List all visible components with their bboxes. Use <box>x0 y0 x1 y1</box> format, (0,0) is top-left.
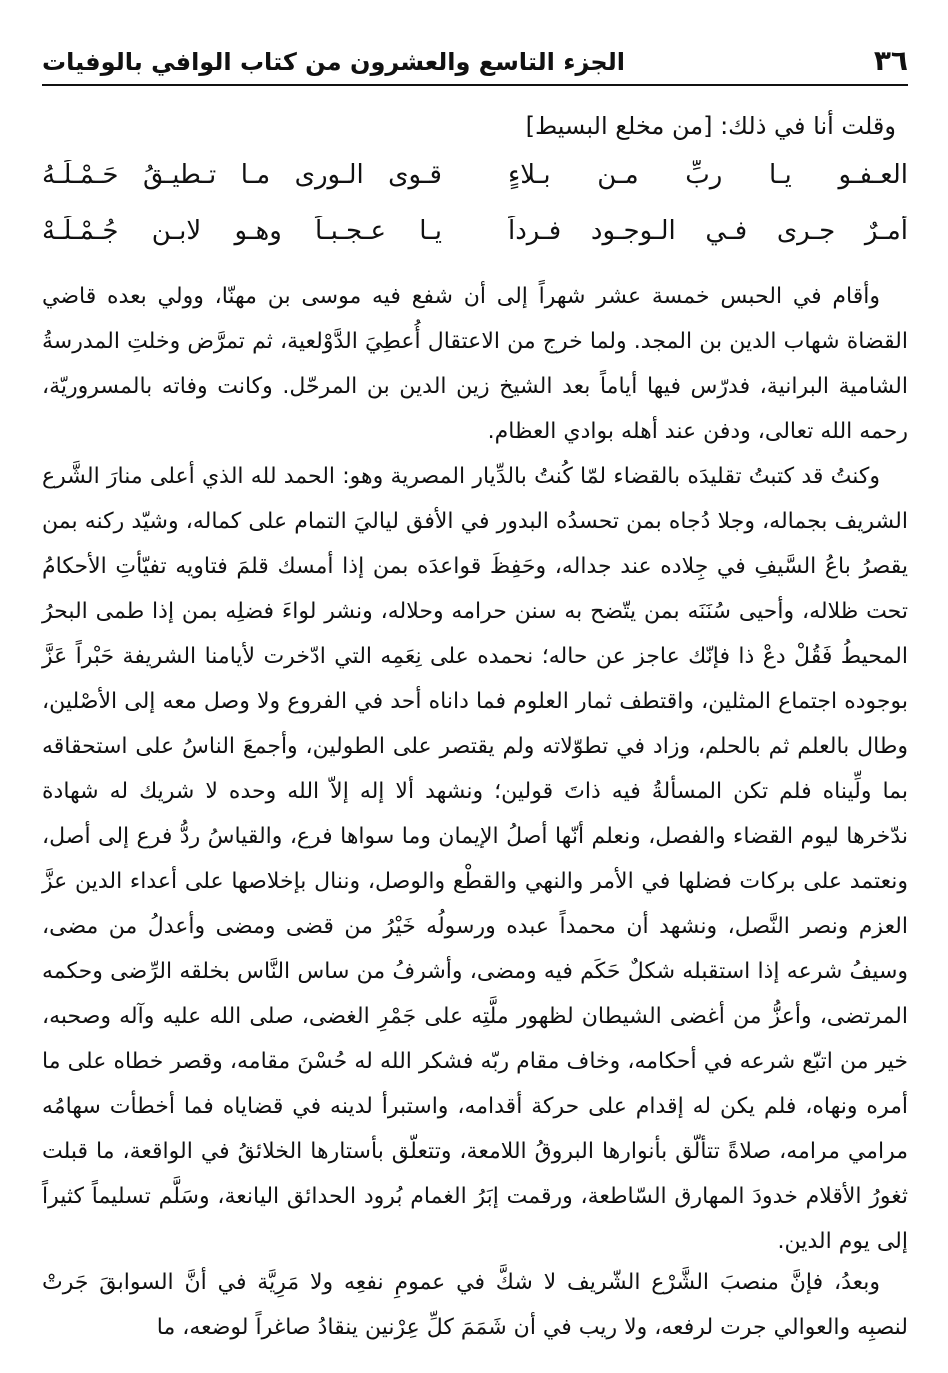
book-page <box>42 28 908 1358</box>
page-number: ٣٦ <box>873 44 908 77</box>
poem-intro: وقلت أنا في ذلك: [من مخلع البسيط] <box>525 112 896 140</box>
verse-second-hemistich: يـا عـجـبـاً وهـو لابـن جُـمْـلَـهْ <box>42 216 442 246</box>
poem-verse <box>42 160 908 204</box>
verse-first-hemistich: أمـرٌ جـرى فـي الـوجـود فـرداً <box>508 216 908 246</box>
verse-first-hemistich: العـفـو يـا ربِّ مـن بـلاءٍ <box>508 160 908 190</box>
appointment-decree-paragraph: وكنتُ قد كتبتُ تقليدَه بالقضاء لمّا كُنتُ بالدِّيار المصرية وهو: الحمد لله الذي أعلى منارَ الشَّرع الشريف بجماله، وجلا دُجاه بمن تحسدُه البدور في الأفق لياليَ التمام على كماله، وشيّد ركنه بمن يقصرُ باعُ السَّيفِ في جِلاده عند جداله، وحَفِظَ قواعدَه بمن إذا أمسك قلمَ فتاويه تفيّأتِ الأحكامُ تحت ظلاله، وأحيى سُنَنَه بمن يتّضح به سنن حرامه وحلاله، ونشر لواءَ فضلِه بمن إذا طمى البحرُ المحيطُ فَقُلْ دعْ ذا فإنّك عاجز عن حاله؛ نحمده على نِعَمِه التي ادّخرت لأيامنا الشريفة حَبْراً عَزَّ بوجوده اجتماع المثلين، واقتطف ثمار العلوم فما داناه أحد في الفروع ولا وصل معه إلى الأصْلين، وطال بالعلم ثم بالحلم، وزاد في تطوّلاته ولم يقتصر على الطولين، وأجمعَ الناسُ على استحقاقه بما ولِّيناه فلم تكن المسألةُ فيه ذاتَ قولين؛ ونشهد ألا إله إلاّ الله وحده لا شريك له شهادة ندّخرها ليوم القضاء والفصل، ونعلم أنّها أصلُ الإيمان وما سواها فرع، والقياسُ ردُّ فرع إلى أصل، ونعتمد على بركات فضلها في الأمر والنهي والقطْع والوصل، وننال بإخلاصها على أعداء الدين عزَّ العزم ونصر النَّصل، ونشهد أن محمداً عبده ورسولُه خَيْرُ من قضى ومضى وأعدلُ من مضى، وسيفُ شرعه إذا استقبله شكلٌ حَكَم فيه ومضى، وأشرفُ من ساس النَّاس بخلقه الرِّضى وحكمه المرتضى، وأعزُّ من أغضى الشيطان لظهور ملَّتِه على جَمْرِ الغضى، صلى الله عليه وآله وصحبه، خير من اتبّع شرعه في أحكامه، وخاف مقام ربّه فشكر الله له حُسْنَ مقامه، وقصر خطاه على ما أمره ونهاه، فلم يكن له إقدام على حركة أقدامه، واستبرأ لدينه في قضاياه فما أخطأت سهامُه مرامي مرامه، صلاةً تتألّق بأنوارها البروقُ اللامعة، وتتعلّق بأستارها الخلائقُ في الواقعة، ما قبلت ثغورُ الأقلام خدودَ المهارق السّاطعة، ورقمت إبَرُ الغمام بُرود الحدائق اليانعة، وسَلَّم تسليماً كثيراً إلى يوم الدين. <box>42 464 908 1254</box>
biography-paragraph: وأقام في الحبس خمسة عشر شهراً إلى أن شفع فيه موسى بن مهنّا، وولي بعده قاضي القضاة شهاب الدين بن المجد. ولما خرج من الاعتقال أُعطِيَ الدَّوْلعية، ثم تمرَّض وخلتِ المدرسةُ الشامية البرانية، فدرّس فيها أياماً بعد الشيخ زين الدين بن المرحّل. وكانت وفاته بالمسروريّة، رحمه الله تعالى، ودفن عند أهله بوادي العظام. <box>42 284 908 444</box>
running-title: الجزء التاسع والعشرون من كتاب الوافي بالوفيات <box>42 48 625 76</box>
poem-verse <box>42 216 908 260</box>
verse-second-hemistich: قـوى الـورى مـا تـطيـقُ حَـمْـلَـهُ <box>42 160 442 190</box>
decree-continuation-paragraph: وبعدُ، فإنَّ منصبَ الشَّرْع الشّريف لا شكَّ في عمومِ نفعِه ولا مَرِيَّة في أنَّ السوابقَ جَرتْ لنصبِه والعوالي جرت لرفعه، ولا ريب في أن شَمَمَ كلِّ عِرْنين ينقادُ صاغراً لوضعه، ما <box>42 1270 908 1340</box>
page-header <box>42 40 908 86</box>
